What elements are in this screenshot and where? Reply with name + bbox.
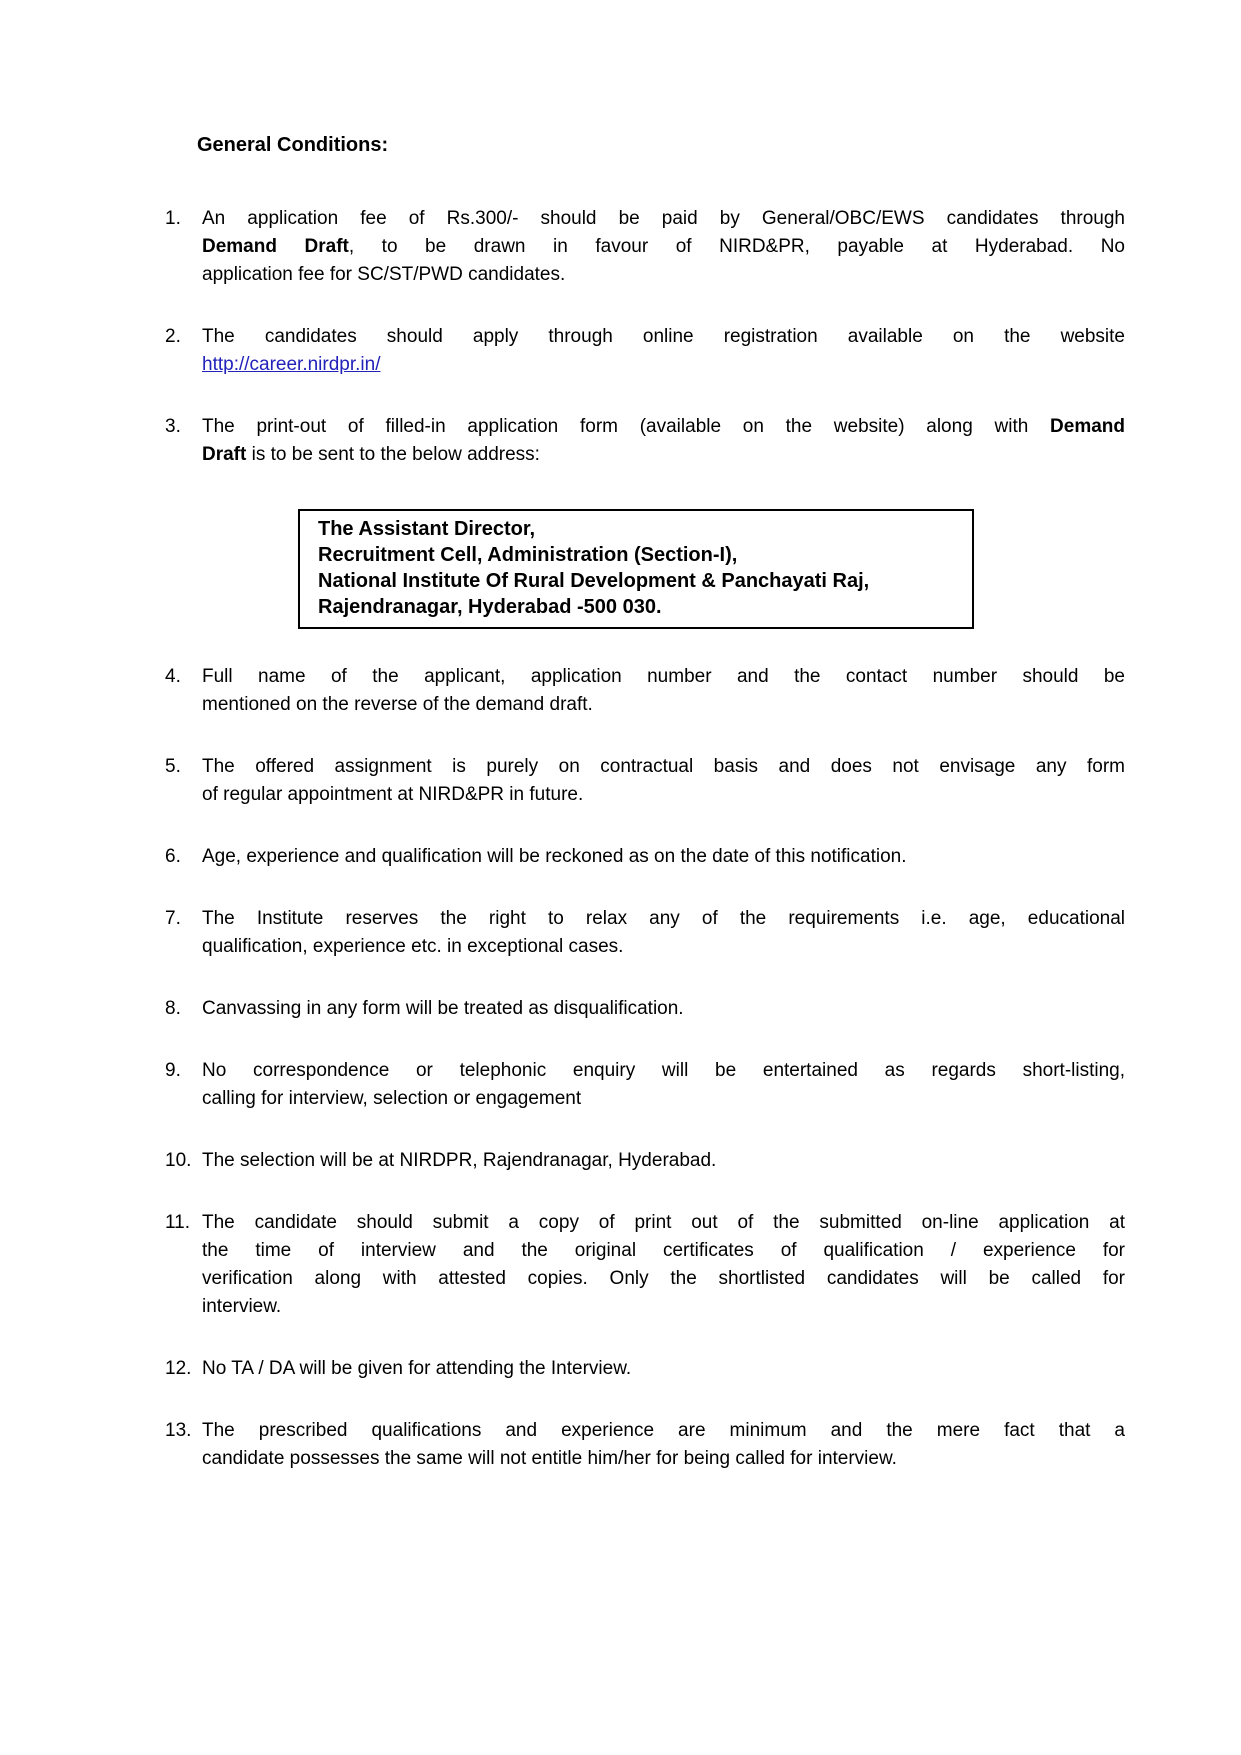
item-text: [202, 905, 1125, 961]
text-segment: The selection will be at NIRDPR, Rajendranagar, Hyderabad.: [202, 1150, 717, 1171]
text-segment: the time of interview and the original certificates of qualification / experience for: [202, 1240, 1125, 1261]
text-segment: candidate possesses the same will not entitle him/her for being called for interview.: [202, 1448, 897, 1469]
list-item: [165, 413, 1125, 629]
text-line: [202, 413, 1125, 441]
item-text: [202, 753, 1125, 809]
item-text: [202, 205, 1125, 289]
address-line: The Assistant Director,: [318, 518, 536, 540]
bold-text-segment: Demand Draft: [202, 236, 349, 257]
list-item: [165, 1147, 1125, 1175]
item-number: 12.: [165, 1358, 192, 1379]
text-line: [202, 205, 1125, 233]
text-line: [202, 1355, 1125, 1383]
list-item: [165, 663, 1125, 719]
text-line: [202, 843, 1125, 871]
item-number: 2.: [165, 326, 181, 347]
item-number: 7.: [165, 908, 181, 929]
item-text: [202, 1209, 1125, 1321]
text-line: [202, 995, 1125, 1023]
list-item: [165, 1355, 1125, 1383]
page-title: General Conditions:: [197, 134, 389, 156]
address-line: Recruitment Cell, Administration (Section-I),: [318, 544, 738, 566]
text-segment: , to be drawn in favour of NIRD&PR, payable at Hyderabad. No: [348, 236, 1125, 257]
text-line: [202, 753, 1125, 781]
career-portal-link[interactable]: http://career.nirdpr.in/: [202, 354, 381, 375]
text-segment: The candidate should submit a copy of print out of the submitted on-line application at: [202, 1212, 1125, 1233]
text-line: [202, 1237, 1125, 1265]
text-segment: qualification, experience etc. in exceptional cases.: [202, 936, 624, 957]
text-segment: interview.: [202, 1296, 282, 1317]
text-line: [202, 233, 1125, 261]
text-line: [202, 351, 1125, 379]
text-segment: verification along with attested copies. Only the shortlisted candidates will be called for: [202, 1268, 1125, 1289]
item-number: 11.: [165, 1212, 191, 1233]
text-segment: No correspondence or telephonic enquiry will be entertained as regards short-listing,: [202, 1060, 1125, 1081]
text-segment: The offered assignment is purely on contractual basis and does not envisage any form: [202, 756, 1125, 777]
text-segment: Full name of the applicant, application number and the contact number should be: [202, 666, 1125, 687]
list-item: [165, 205, 1125, 289]
item-text: [202, 995, 1125, 1023]
text-segment: calling for interview, selection or engagement: [202, 1088, 582, 1109]
text-line: [202, 323, 1125, 351]
text-line: [202, 1265, 1125, 1293]
text-line: [202, 441, 1125, 469]
item-number: 3.: [165, 416, 181, 437]
list-item: [165, 905, 1125, 961]
item-text: [202, 663, 1125, 719]
text-segment: The prescribed qualifications and experience are minimum and the mere fact that a: [202, 1420, 1125, 1441]
item-number: 10.: [165, 1150, 192, 1171]
text-segment: The candidates should apply through online registration available on the website: [202, 326, 1125, 347]
text-line: [202, 261, 1125, 289]
list-item: [165, 995, 1125, 1023]
list-item: [165, 753, 1125, 809]
text-segment: mentioned on the reverse of the demand draft.: [202, 694, 593, 715]
text-segment: of regular appointment at NIRD&PR in future.: [202, 784, 584, 805]
item-text: [202, 1355, 1125, 1383]
text-segment: is to be sent to the below address:: [246, 444, 540, 465]
text-segment: application fee for SC/ST/PWD candidates.: [202, 264, 566, 285]
list-item: [165, 1209, 1125, 1321]
list-item: [165, 1057, 1125, 1113]
text-line: [202, 1293, 1125, 1321]
item-text: [202, 1417, 1125, 1473]
address-line: National Institute Of Rural Development & Panchayati Raj,: [318, 570, 870, 592]
address-line: Rajendranagar, Hyderabad -500 030.: [318, 596, 662, 618]
conditions-list: [165, 205, 1125, 1473]
item-number: 8.: [165, 998, 181, 1019]
list-item: [165, 1417, 1125, 1473]
text-line: [202, 663, 1125, 691]
text-line: [202, 1147, 1125, 1175]
list-item: [165, 323, 1125, 379]
item-text: [202, 323, 1125, 379]
text-line: [202, 1445, 1125, 1473]
item-number: 9.: [165, 1060, 181, 1081]
text-line: [202, 1085, 1125, 1113]
item-text: [202, 843, 1125, 871]
item-number: 1.: [165, 208, 181, 229]
bold-text-segment: Draft: [202, 444, 247, 465]
list-item: [165, 843, 1125, 871]
text-line: [202, 905, 1125, 933]
item-number: 6.: [165, 846, 181, 867]
item-text: [202, 1057, 1125, 1113]
text-line: [202, 933, 1125, 961]
bold-text-segment: Demand: [1050, 416, 1125, 437]
text-line: [202, 1057, 1125, 1085]
item-text: [202, 1147, 1125, 1175]
text-segment: An application fee of Rs.300/- should be paid by General/OBC/EWS candidates through: [202, 208, 1125, 229]
item-number: 13.: [165, 1420, 192, 1441]
text-segment: No TA / DA will be given for attending the Interview.: [202, 1358, 632, 1379]
text-line: [202, 691, 1125, 719]
text-segment: The print-out of filled-in application form (available on the website) along with: [202, 416, 1051, 437]
text-line: [202, 1209, 1125, 1237]
text-line: [202, 781, 1125, 809]
address-box: [298, 509, 974, 629]
text-line: [202, 1417, 1125, 1445]
text-segment: The Institute reserves the right to relax any of the requirements i.e. age, educational: [202, 908, 1125, 929]
text-segment: Canvassing in any form will be treated as disqualification.: [202, 998, 684, 1019]
item-text: [202, 413, 1125, 629]
item-number: 5.: [165, 756, 181, 777]
text-segment: Age, experience and qualification will be reckoned as on the date of this notification.: [202, 846, 907, 867]
item-number: 4.: [165, 666, 181, 687]
